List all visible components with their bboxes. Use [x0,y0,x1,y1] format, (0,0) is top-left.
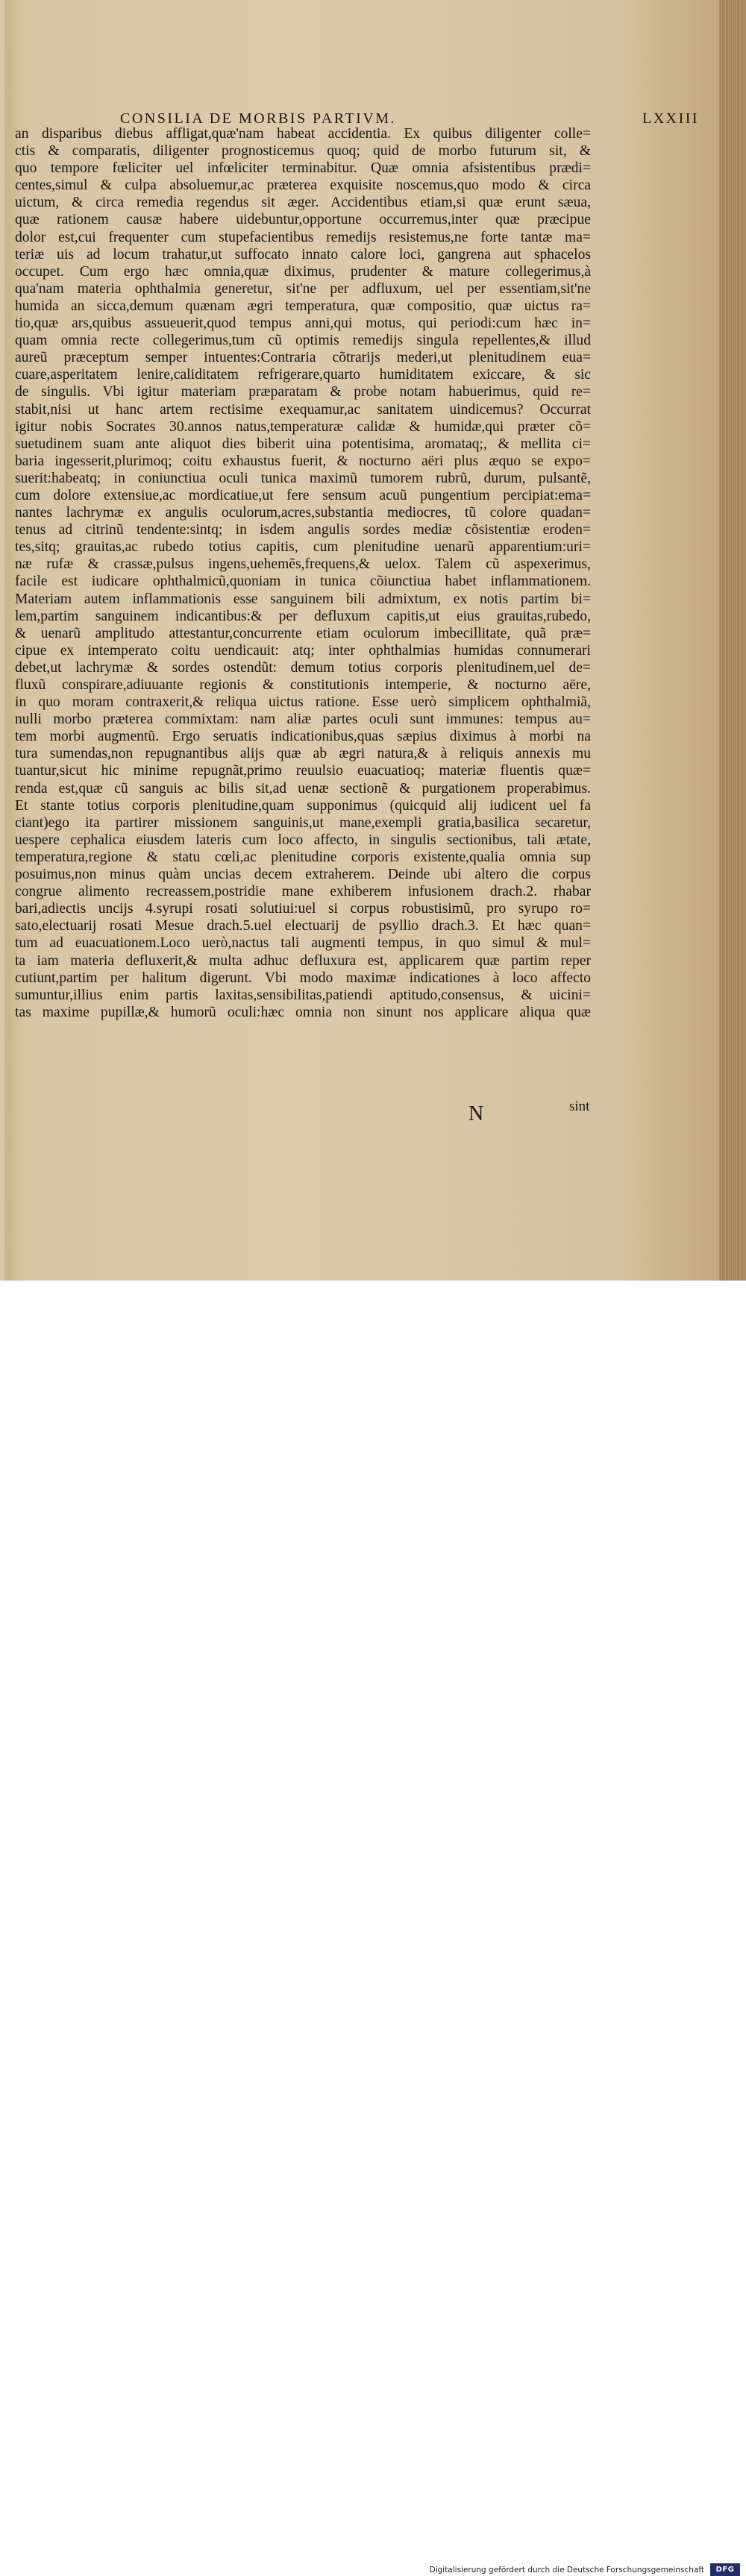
text-line: cum dolore extensiue,ac mordicatiue,ut fere sensum acuũ pungentium percipiat:ema= [15,487,591,503]
text-line: uespere cephalica eiusdem lateris cum loco affecto, in singulis sectionibus, tali ætate, [15,832,591,848]
text-line: de singulis. Vbi igitur materiam præparatam & probe notam habuerimus, quid re= [15,384,591,400]
text-line: centes,simul & culpa absoluemur,ac præterea exquisite noscemus,quo modo & circa [15,178,591,194]
text-line: posuimus,non minus quàm uncias decem extraherem. Deinde ubi altero die corpus [15,867,591,883]
folio-number: LXXIII [642,110,700,127]
page-edges [719,0,746,1281]
text-line: quæ rationem causæ habere uidebuntur,opportune occurremus,inter quæ præcipue [15,212,591,228]
text-line: tum ad euacuationem.Loco uerò,nactus tali augmenti tempus, in quo simul & mul= [15,935,591,952]
text-line: temperatura,regione & statu cœli,ac plenitudine corporis existente,qualia omnia sup [15,849,591,865]
text-line: tes,sitq; grauitas,ac rubedo totius capitis, cum plenitudine uenarũ apparentium:uri= [15,539,591,556]
signature-mark: N [468,1102,484,1125]
text-line: sato,electuarij rosati Mesue drach.5.uel electuarij de psyllio drach.3. Et hæc quan= [15,918,591,934]
text-line: qua'nam materia ophthalmia generetur, sit'ne per adfluxum, uel per essentiam,sit'ne [15,280,591,297]
text-line: næ rufæ & crassæ,pulsus ingens,uehemẽs,frequens,& uelox. Talem cũ aspexerimus, [15,556,591,573]
text-line: teriæ uis ad locum trahatur,ut suffocato innato calore loci, gangrena aut sphacelos [15,246,591,263]
text-line: uictum, & circa remedia regendus sit æger. Accidentibus etiam,si quæ erunt sæua, [15,195,591,211]
text-line: stabit,nisi ut hanc artem rectisime exequamur,ac sanitatem uindicemus? Occurrat [15,401,591,418]
dfg-logo: DFG [710,2563,740,2576]
text-line: dolor est,cui frequenter cum stupefacientibus remedijs resistemus,ne forte tantæ ma= [15,229,591,245]
text-line: tenus ad citrinũ tendente:sintq; in isdem angulis sordes mediæ cõsistentiæ eroden= [15,522,591,538]
text-line: ciant)ego ita partirer missionem sanguinis,ut mane,exempli gratia,basilica secaretur, [15,814,591,831]
text-line: igitur nobis Socrates 30.annos natus,temperaturæ calidæ & humidæ,qui præter cõ= [15,418,591,435]
text-line: tura sumendas,non repugnantibus alijs quæ ab ægri natura,& à reliquis annexis mu [15,746,591,762]
text-line: aureũ præceptum semper intuentes:Contraria cõtrarijs mederi,ut plenitudinem eua= [15,350,591,366]
text-line: an disparibus diebus affligat,quæ'nam habeat accidentia. Ex quibus diligenter colle= [15,126,591,142]
text-line: cipue ex intemperato coitu uendicauit: atq; inter ophthalmias humidas connumerari [15,642,591,659]
text-line: tuantur,sicut hic minime repugnãt,primo reuulsio euacuatioq; materiæ fluentis quæ= [15,763,591,779]
text-line: tem morbi augmentũ. Ergo seruatis indicationibus,quas sæpius diximus à morbi na [15,729,591,745]
text-line: & uenarũ amplitudo attestantur,concurrente etiam oculorum imbecillitate, quã præ= [15,625,591,641]
digitization-credit: Digitalisierung gefördert durch die Deutsche Forschungsgemeinschaft [429,2566,704,2575]
text-line: sumuntur,illius enim partis laxitas,sensibilitas,patiendi aptitudo,consensus, & uicini= [15,987,591,1003]
text-line: cuare,asperitatem lenire,caliditatem refrigerare,quarto humiditatem exiccare, & sic [15,367,591,383]
text-line: baria ingesserit,plurimoq; coitu exhaustus fuerit, & nocturno aëri plus æquo se expo= [15,453,591,469]
text-line: debet,ut lachrymæ & sordes ostendũt: demum totius corporis plenitudinem,uel de= [15,659,591,676]
text-line: facile est iudicare ophthalmicũ,quoniam in tunica cõiunctiua habet inflammationem. [15,574,591,590]
text-line: renda est,quæ cũ sanguis ac bilis sit,ad uenæ sectionẽ & purgationem properabimus. [15,780,591,797]
text-line: fluxũ conspirare,adiuuante regionis & constitutionis intemperie, & nocturno aëre, [15,677,591,693]
text-line: tas maxime pupillæ,& humorũ oculi:hæc omnia non sinunt nos applicare aliqua quæ [15,1004,591,1020]
text-line: cutiunt,partim per halitum digerunt. Vbi modo maximæ indicationes à loco affecto [15,970,591,986]
text-line: quo tempore fœliciter uel infœliciter terminabitur. Quæ omnia afsistentibus prædi= [15,160,591,177]
text-line: congrue alimento recreassem,postridie mane exhiberem infusionem drach.2. rhabar [15,884,591,900]
text-line: bari,adiectis uncijs 4.syrupi rosati solutiui:uel si corpus robustisimũ, pro syrupo ro= [15,901,591,917]
catchword: sint [569,1099,590,1114]
text-line: Et stante totius corporis plenitudine,quam supponimus (quicquid alij iudicent uel fa [15,797,591,814]
text-line: occupet. Cum ergo hæc omnia,quæ diximus, prudenter & mature collegerimus,à [15,263,591,280]
text-line: ta iam materia defluxerit,& multa adhuc defluxura est, applicarem quæ partim reper [15,952,591,969]
book-page [4,0,719,1281]
text-line: lem,partim sanguinem indicantibus:& per defluxum capitis,ut eius grauitas,rubedo, [15,608,591,624]
text-line: humida an sicca,demum quænam ægri temperatura, quæ compositio, quæ uictus ra= [15,298,591,314]
digitization-footer [0,1281,746,2575]
body-text [15,125,591,1021]
text-line: suerit:habeatq; in coniunctiua oculi tunica maximũ tumorem rubrũ, durum, pulsantẽ, [15,470,591,486]
text-line: suetudinem suam ante aliquot dies biberit uina potentisima, aromataq;, & mellita ci= [15,436,591,452]
text-line: nantes lachrymæ ex angulis oculorum,acres,substantia mediocres, tũ colore quadan= [15,505,591,521]
text-line: quam omnia recte collegerimus,tum cũ optimis remedijs singula repellentes,& illud [15,333,591,349]
text-line: Materiam autem inflammationis esse sanguinem bili admixtum, ex notis partim bi= [15,591,591,607]
text-line: ctis & comparatis, diligenter prognosticemus quoq; quid de morbo futurum sit, & [15,143,591,160]
running-title: CONSILIA DE MORBIS PARTIVM. [120,110,397,127]
text-line: nulli morbo præterea commixtam: nam aliæ partes oculi sunt immunes: tempus au= [15,711,591,728]
text-line: in quo moram contraxerit,& reliqua uictus ratione. Esse uerò simplicem ophthalmiã, [15,694,591,711]
text-line: tio,quæ ars,quibus assueuerit,quod tempus anni,qui motus, qui periodi:cum hæc in= [15,315,591,332]
